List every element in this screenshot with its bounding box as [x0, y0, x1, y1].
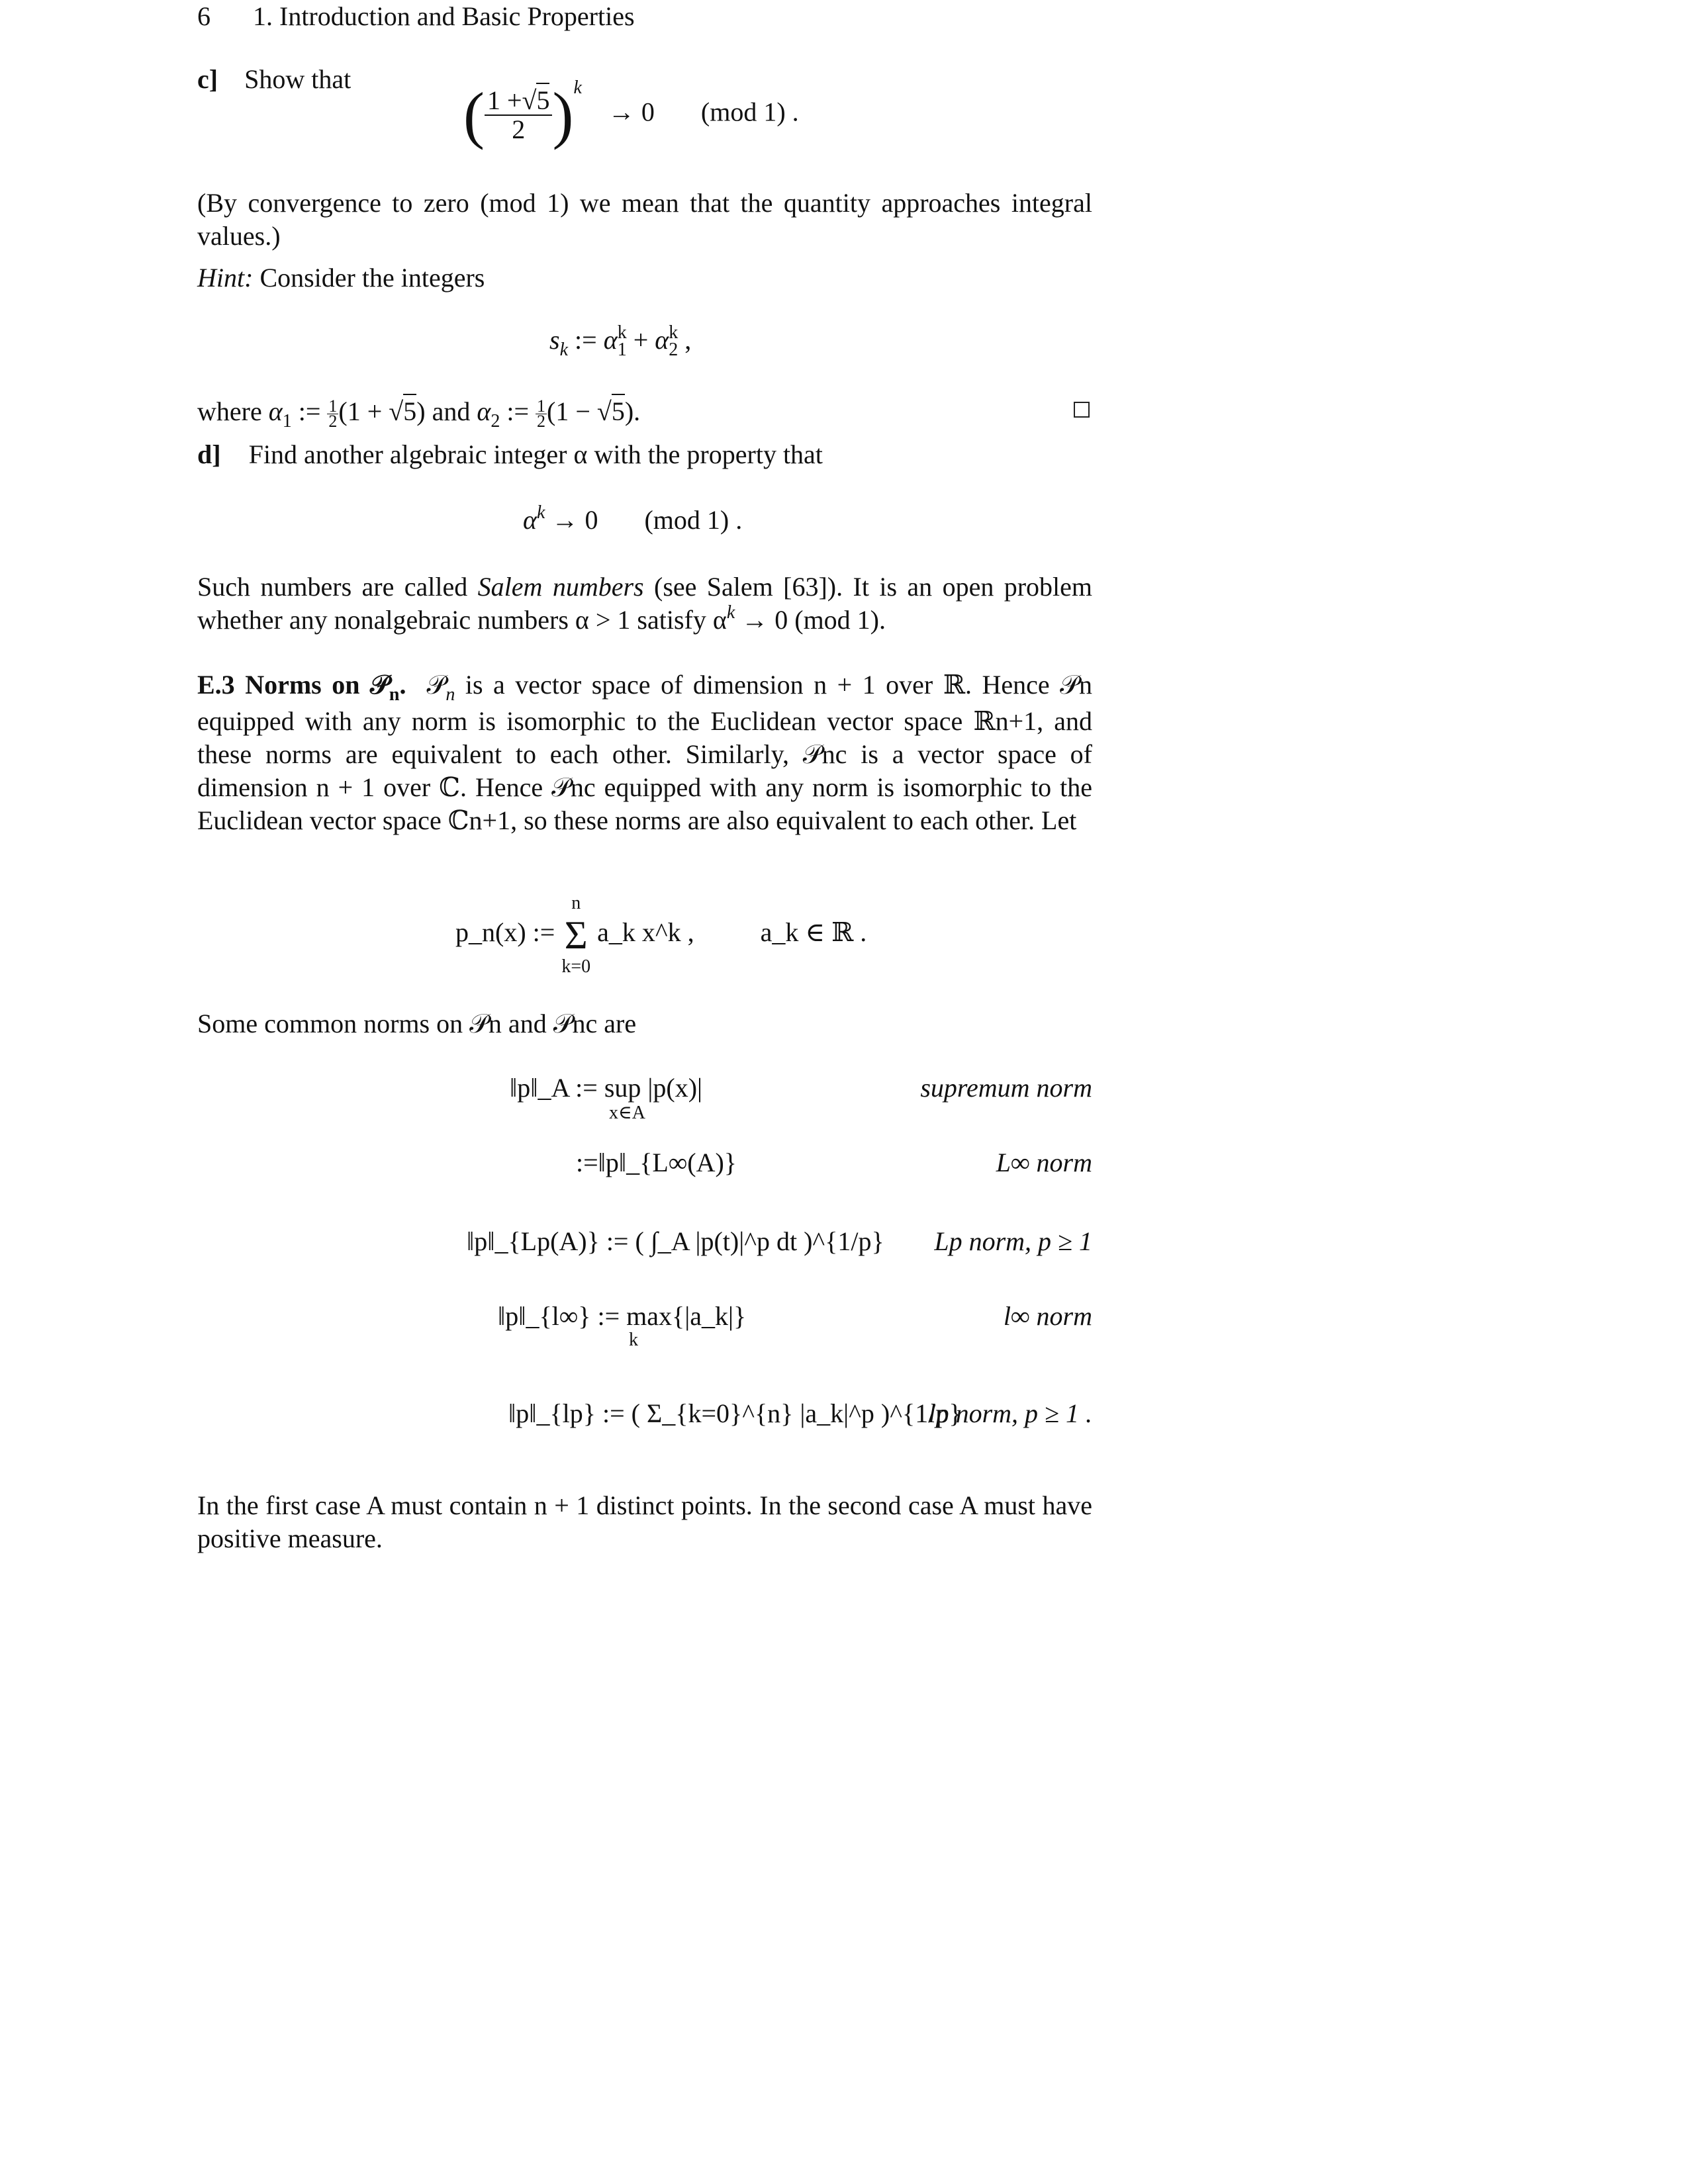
item-c-label: c]: [197, 64, 218, 94]
label-supremum-norm: supremum norm: [920, 1073, 1092, 1103]
norm-lp-seq: ‖p‖_{lp} := ( Σ_{k=0}^{n} |a_k|^p )^{1/p}: [508, 1398, 962, 1428]
norm-lp: ‖p‖_{Lp(A)} := ( ∫_A |p(t)|^p dt )^{1/p}: [467, 1226, 884, 1256]
label-linf-norm: L∞ norm: [996, 1148, 1092, 1177]
norm-sup: ‖p‖_A := sup |p(x)| x∈A: [510, 1073, 703, 1123]
paragraph-salem: Such numbers are called Salem numbers (see Salem [63]). It is an open problem whether any nonalgebraic numbers α > 1 satisfy $\alpha^k \to 0$ (mod 1).: [197, 572, 1093, 635]
norm-linf: :=‖p‖_{L∞(A)}: [576, 1148, 737, 1177]
label-lp-seq-norm: lp norm, p ≥ 1 .: [928, 1398, 1092, 1428]
equation-alpha-k: $\alpha^k \to 0$ (mod 1) .: [523, 502, 743, 535]
section-e3: E.3 Norms on 𝒫$_n$. 𝒫$_n$ is a vector space of dimension n + 1 over ℝ. Hence 𝒫n equipped with any norm is isomorphic to the Euclidean vector space ℝn+1, and these norms are equivalent to each other. Similarly, 𝒫nc is a vector space of dimension n + 1 over ℂ. Hence 𝒫nc equipped with any norm is isomorphic to the Euclidean vector space ℂn+1, so these norms are also equivalent to each other. Let: [197, 670, 1093, 835]
hint-label: Hint:: [197, 263, 254, 293]
item-d-label: d]: [197, 439, 221, 469]
running-title: 1. Introduction and Basic Properties: [253, 1, 635, 31]
paragraph-common-norms: Some common norms on 𝒫n and 𝒫nc are: [197, 1009, 637, 1038]
page-number: 6: [197, 1, 211, 31]
item-d: [197, 438, 823, 471]
e3-text: is a vector space of dimension n + 1 over ℝ. Hence 𝒫n equipped with any norm is isomorphic to the Euclidean vector space ℝn+1, and these norms are equivalent to each other. Similarly, 𝒫nc is a vector space of dimension n + 1 over ℂ. Hence 𝒫nc equipped with any norm is isomorphic to the Euclidean vector space ℂn+1, so these norms are also equivalent to each other. Let: [197, 670, 1093, 835]
paragraph-convergence: (By convergence to zero (mod 1) we mean that the quantity approaches integral values.): [197, 188, 1092, 251]
mod-one: (mod 1) .: [700, 97, 799, 127]
equation-sk: $s_k$ := $\alpha^k_1 + \alpha^k_2$ ,: [549, 322, 692, 360]
item-d-text: Find another algebraic integer α with the property that: [248, 439, 823, 469]
arrow-zero: → 0: [608, 97, 655, 127]
e3-label: E.3: [197, 670, 235, 700]
item-c: [197, 63, 351, 96]
e3-title: Norms on: [245, 670, 360, 700]
hint: [197, 261, 485, 295]
label-lp-norm: Lp norm, p ≥ 1: [934, 1226, 1092, 1256]
alpha-definitions: where $\alpha_1$ := $\frac{1}{2}(1 + √5)$ and $\alpha_2$ := $\frac{1}{2}(1 - √5)$.: [197, 395, 640, 432]
equation-golden-ratio: ( $\frac{1 +√5}{2}$ )$^k$ → 0 (mod 1) .: [463, 77, 799, 150]
qed-box: [1074, 402, 1090, 418]
golden-fraction: $\frac{1 +√5}{2}$: [485, 87, 553, 144]
equation-pn: p_n(x) := n Σ k=0 a_k x^k , a_k ∈ ℝ .: [455, 893, 867, 977]
norm-l-inf-seq: ‖p‖_{l∞} := max{|a_k|} k: [498, 1301, 747, 1350]
paragraph-final: In the first case A must contain n + 1 distinct points. In the second case A must have positive measure.: [197, 1490, 1092, 1553]
hint-text: Consider the integers: [259, 263, 485, 293]
label-l-inf-seq-norm: l∞ norm: [1003, 1301, 1092, 1331]
item-c-text: Show that: [244, 64, 352, 94]
